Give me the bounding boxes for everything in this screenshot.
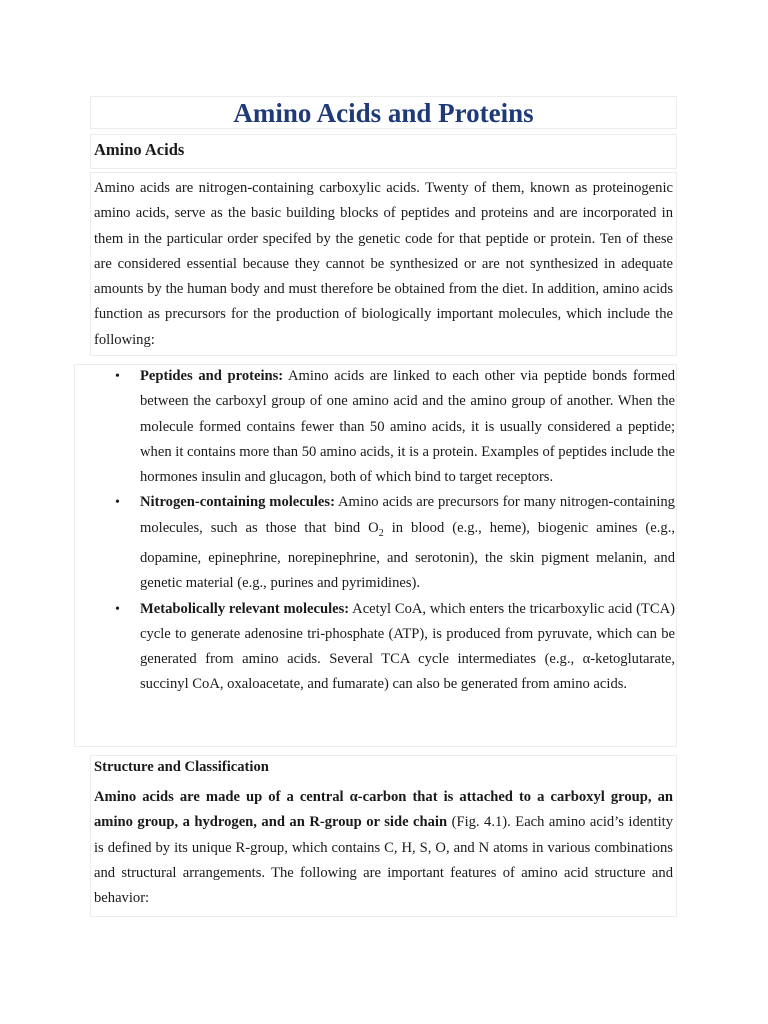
bullet-icon: • [115,369,120,384]
intro-paragraph: Amino acids are nitrogen-containing carboxylic acids. Twenty of them, known as proteinogenic amino acids, serve as the basic building blocks of peptides and proteins and are incorporated in them in the particular order specifed by the genetic code for that peptide or protein. Ten of these are considered essential because they cannot be synthesized or are not synthesized in adequate amounts by the human body and must therefore be obtained from the diet. In addition, amino acids function as precursors for the production of biologically important molecules, which include the following: [94,180,673,348]
list-item-text: Amino acids are precursors for many nitrogen-containing molecules, such as those that bind O [140,494,675,536]
list-item [75,490,678,596]
bullet-icon: • [115,601,120,617]
subscript: 2 [378,527,384,539]
list-item-text: Amino acids are linked to each other via peptide bonds formed between the carboxyl group of one amino acid and the amino group of another. When the molecule formed contains fewer than 50 amino acids, it is usually considered a peptide; when it contains more than 50 amino acids, it is a protein. Examples of peptides include the hormones insulin and glucagon, both of which bind to target receptors. [140,368,675,486]
structure-paragraph-text: (Fig. 4.1). Each amino acid’s identity is defined by its unique R-group, which contains C, H, S, O, and N atoms in various combinations and structural arrangements. The following are important features of amino acid structure and behavior: [94,814,673,907]
page-title: Amino Acids and Proteins [233,98,534,128]
list-item-lead: Peptides and proteins: [140,368,284,384]
bullet-list [75,365,678,698]
bullet-list-box [74,364,677,747]
list-item [75,364,678,490]
intro-paragraph-box [90,172,677,356]
section-heading-box [90,134,677,169]
list-item [75,597,678,698]
title-box [90,96,677,129]
section-heading-structure: Structure and Classification [94,759,269,775]
section-heading-amino-acids: Amino Acids [94,140,185,159]
list-item-lead: Nitrogen-containing molecules: [140,494,335,511]
structure-paragraph [91,777,676,911]
structure-section-box [90,755,677,917]
structure-paragraph-lead: Amino acids are made up of a central α-carbon that is attached to a carboxyl group, an amino group, a hydrogen, and an R-group or side chain [94,789,673,831]
list-item-text: Acetyl CoA, which enters the tricarboxylic acid (TCA) cycle to generate adenosine tri-phosphate (ATP), is produced from pyruvate, which can be generated from amino acids. Several TCA cycle intermediates (e.g., α-ketoglutarate, succinyl CoA, oxaloacetate, and fumarate) can also be generated from amino acids. [140,600,675,693]
list-item-lead: Metabolically relevant molecules: [140,600,350,617]
list-item-text-cont: in blood (e.g., heme), biogenic amines (e.g., dopamine, epinephrine, norepinephrine, and serotonin), the skin pigment melanin, and genetic material (e.g., purines and pyrimidines). [140,519,675,592]
bullet-icon: • [115,495,120,511]
